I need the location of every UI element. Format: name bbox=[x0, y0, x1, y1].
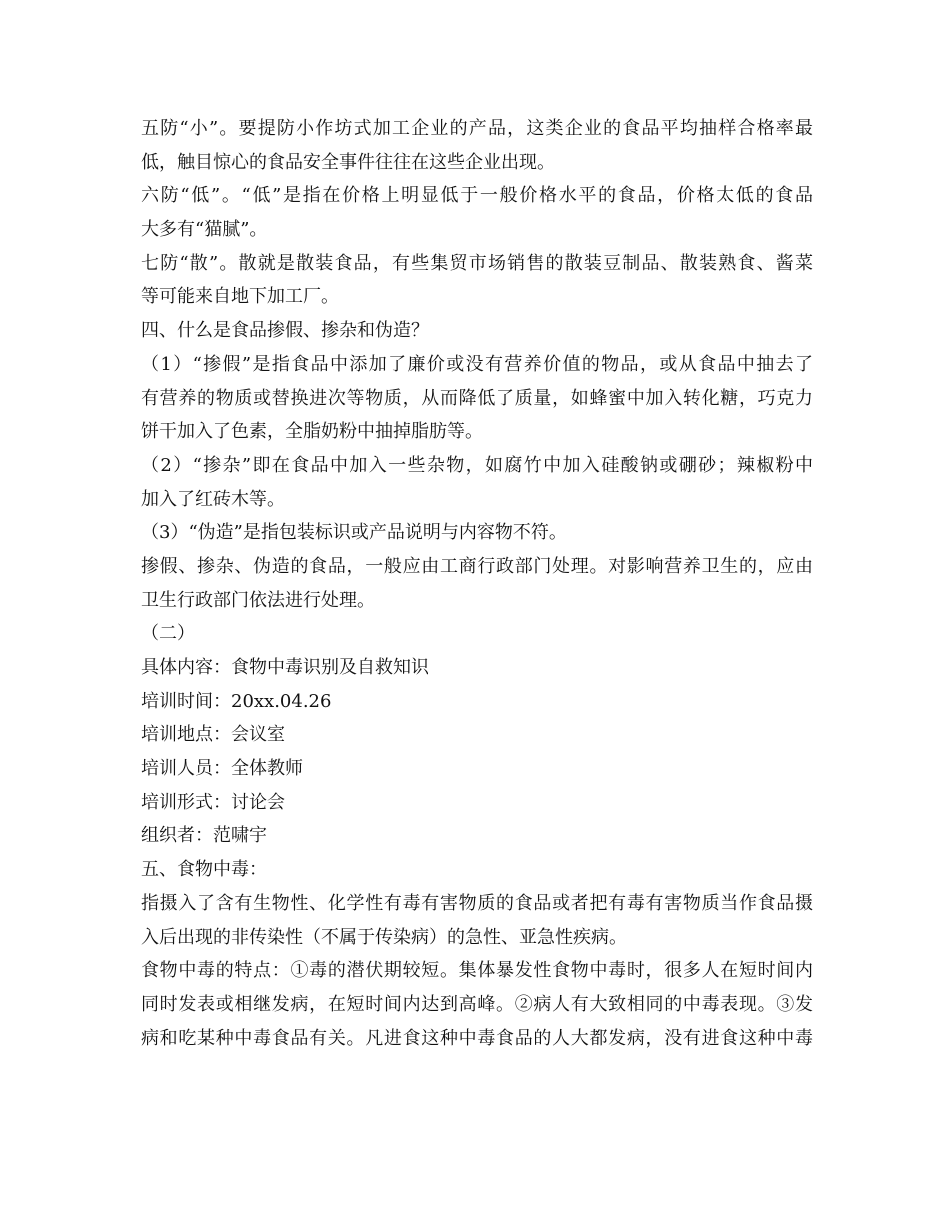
text-line: （二） bbox=[141, 623, 195, 645]
training-organizer bbox=[141, 819, 813, 853]
paragraph-qifang-san bbox=[141, 247, 813, 314]
text-line: （2）“掺杂”即在食品中加入一些杂物，如腐竹中加入硅酸钠或硼砂；辣椒粉中 bbox=[141, 454, 813, 476]
text-line: 加入了红砖木等。 bbox=[141, 488, 285, 510]
text-line: 有营养的物质或替换进次等物质，从而降低了质量，如蜂蜜中加入转化糖，巧克力 bbox=[141, 387, 813, 409]
text-line: 病和吃某种中毒食品有关。凡进食这种中毒食品的人大都发病，没有进食这种中毒 bbox=[141, 1027, 813, 1049]
training-format bbox=[141, 786, 813, 820]
paragraph-characteristics bbox=[141, 954, 813, 1055]
training-content bbox=[141, 651, 813, 685]
training-location bbox=[141, 718, 813, 752]
text-line: 培训形式：讨论会 bbox=[141, 791, 285, 813]
paragraph-handling bbox=[141, 550, 813, 617]
text-line: 五防“小”。要提防小作坊式加工企业的产品，这类企业的食品平均抽样合格率最 bbox=[141, 118, 813, 139]
section-heading-5 bbox=[141, 853, 813, 887]
text-line: 等可能来自地下加工厂。 bbox=[141, 286, 339, 308]
text-line: （1）“掺假”是指食品中添加了廉价或没有营养价值的物品，或从食品中抽去了 bbox=[141, 353, 813, 375]
text-line: 七防“散”。散就是散装食品，有些集贸市场销售的散装豆制品、散装熟食、酱菜 bbox=[141, 252, 813, 274]
training-time bbox=[141, 685, 813, 719]
section-heading-4 bbox=[141, 314, 813, 348]
paragraph-chanjia bbox=[141, 348, 813, 449]
text-line: 大多有“猫腻”。 bbox=[141, 219, 268, 241]
text-line: 培训人员：全体教师 bbox=[141, 758, 303, 780]
text-line: 六防“低”。“低”是指在价格上明显低于一般价格水平的食品，价格太低的食品 bbox=[141, 185, 813, 207]
text-line: 培训时间：20xx.04.26 bbox=[141, 690, 332, 712]
paragraph-wufang-xiao bbox=[141, 112, 813, 179]
text-line: 掺假、掺杂、伪造的食品，一般应由工商行政部门处理。对影响营养卫生的，应由 bbox=[141, 555, 813, 577]
text-line: 具体内容：食物中毒识别及自救知识 bbox=[141, 657, 429, 678]
section-marker-2 bbox=[141, 617, 813, 651]
paragraph-liufang-di bbox=[141, 179, 813, 246]
heading-line: 五、食物中毒： bbox=[141, 859, 267, 881]
text-line: 入后出现的非传染性（不属于传染病）的急性、亚急性疾病。 bbox=[141, 926, 627, 948]
paragraph-weizao bbox=[141, 516, 813, 550]
document-body bbox=[141, 112, 813, 1055]
heading-line: 四、什么是食品掺假、掺杂和伪造？ bbox=[141, 320, 429, 342]
paragraph-definition bbox=[141, 887, 813, 954]
text-line: 组织者：范啸宇 bbox=[141, 825, 267, 847]
text-line: 饼干加入了色素，全脂奶粉中抽掉脂肪等。 bbox=[141, 421, 483, 443]
text-line: 低，触目惊心的食品安全事件往往在这些企业出现。 bbox=[141, 151, 555, 173]
training-participants bbox=[141, 752, 813, 786]
text-line: 培训地点：会议室 bbox=[141, 724, 285, 746]
text-line: （3）“伪造”是指包装标识或产品说明与内容物不符。 bbox=[141, 522, 567, 544]
text-line: 卫生行政部门依法进行处理。 bbox=[141, 589, 375, 611]
text-line: 食物中毒的特点：①毒的潜伏期较短。集体暴发性食物中毒时，很多人在短时间内 bbox=[141, 960, 813, 982]
text-line: 指摄入了含有生物性、化学性有毒有害物质的食品或者把有毒有害物质当作食品摄 bbox=[141, 892, 813, 914]
text-line: 同时发表或相继发病，在短时间内达到高峰。②病人有大致相同的中毒表现。③发 bbox=[141, 993, 813, 1015]
paragraph-chanza bbox=[141, 449, 813, 516]
